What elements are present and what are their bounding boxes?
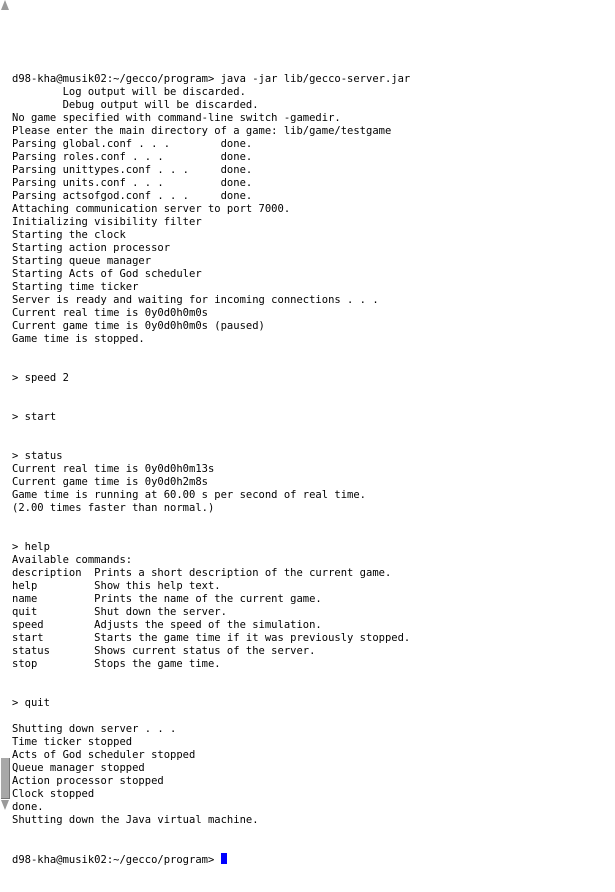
- output-line: > help: [12, 541, 50, 553]
- output-line: Starting Acts of God scheduler: [12, 268, 202, 280]
- output-line: [12, 684, 410, 697]
- output-line: Parsing actsofgod.conf . . . done.: [12, 190, 253, 202]
- output-line: [12, 346, 410, 359]
- output-line: speed Adjusts the speed of the simulation.: [12, 619, 322, 631]
- text-cursor: [221, 853, 227, 864]
- output-line: [12, 398, 410, 411]
- shell-prompt: d98-kha@musik02:~/gecco/program>: [12, 854, 221, 866]
- output-line: Shutting down the Java virtual machine.: [12, 814, 259, 826]
- output-line: quit Shut down the server.: [12, 606, 227, 618]
- output-line: Game time is stopped.: [12, 333, 145, 345]
- output-line: Parsing global.conf . . . done.: [12, 138, 253, 150]
- output-line: [12, 671, 410, 684]
- output-line: Action processor stopped: [12, 775, 164, 787]
- output-line: No game specified with command-line switch -gamedir.: [12, 112, 341, 124]
- output-line: Shutting down server . . .: [12, 723, 177, 735]
- output-line: help Show this help text.: [12, 580, 221, 592]
- output-line: description Prints a short description of the current game.: [12, 567, 392, 579]
- output-line: Queue manager stopped: [12, 762, 145, 774]
- output-line: Current real time is 0y0d0h0m13s: [12, 463, 215, 475]
- scroll-up-arrow-icon[interactable]: [1, 0, 9, 10]
- output-line: Clock stopped: [12, 788, 95, 800]
- output-line: Starting time ticker: [12, 281, 139, 293]
- output-line: Attaching communication server to port 7000.: [12, 203, 291, 215]
- output-lines: [12, 60, 410, 827]
- output-line: Debug output will be discarded.: [12, 99, 259, 111]
- output-line: Parsing units.conf . . . done.: [12, 177, 253, 189]
- output-line: d98-kha@musik02:~/gecco/program> java -jar lib/gecco-server.jar: [12, 73, 411, 85]
- output-line: name Prints the name of the current game.: [12, 593, 322, 605]
- output-line: Server is ready and waiting for incoming connections . . .: [12, 294, 379, 306]
- output-line: Current game time is 0y0d0h0m0s (paused): [12, 320, 265, 332]
- output-line: > quit: [12, 697, 50, 709]
- output-line: Game time is running at 60.00 s per second of real time.: [12, 489, 367, 501]
- output-line: [12, 60, 410, 73]
- output-line: [12, 385, 410, 398]
- output-line: Starting queue manager: [12, 255, 152, 267]
- output-line: > start: [12, 411, 57, 423]
- output-line: Initializing visibility filter: [12, 216, 202, 228]
- output-line: status Shows current status of the server.: [12, 645, 316, 657]
- output-line: stop Stops the game time.: [12, 658, 221, 670]
- output-line: Starting the clock: [12, 229, 126, 241]
- output-line: [12, 528, 410, 541]
- scroll-down-arrow-icon[interactable]: [1, 800, 9, 810]
- output-line: Parsing unittypes.conf . . . done.: [12, 164, 253, 176]
- output-line: Please enter the main directory of a game: lib/game/testgame: [12, 125, 392, 137]
- output-line: [12, 515, 410, 528]
- terminal-output: [12, 34, 410, 892]
- output-line: > status: [12, 450, 63, 462]
- output-line: Available commands:: [12, 554, 133, 566]
- output-line: [12, 359, 410, 372]
- output-line: [12, 437, 410, 450]
- output-line: done.: [12, 801, 44, 813]
- output-line: Log output will be discarded.: [12, 86, 246, 98]
- output-line: > speed 2: [12, 372, 69, 384]
- output-line: Current game time is 0y0d0h2m8s: [12, 476, 208, 488]
- output-line: [12, 424, 410, 437]
- output-line: Time ticker stopped: [12, 736, 133, 748]
- output-line: Acts of God scheduler stopped: [12, 749, 196, 761]
- scrollbar[interactable]: [0, 0, 11, 810]
- output-line: Parsing roles.conf . . . done.: [12, 151, 253, 163]
- prompt-line[interactable]: [12, 853, 410, 866]
- output-line: (2.00 times faster than normal.): [12, 502, 215, 514]
- output-line: Starting action processor: [12, 242, 171, 254]
- output-line: Current real time is 0y0d0h0m0s: [12, 307, 208, 319]
- scrollbar-thumb[interactable]: [1, 758, 10, 799]
- output-line: [12, 710, 410, 723]
- output-line: start Starts the game time if it was previously stopped.: [12, 632, 411, 644]
